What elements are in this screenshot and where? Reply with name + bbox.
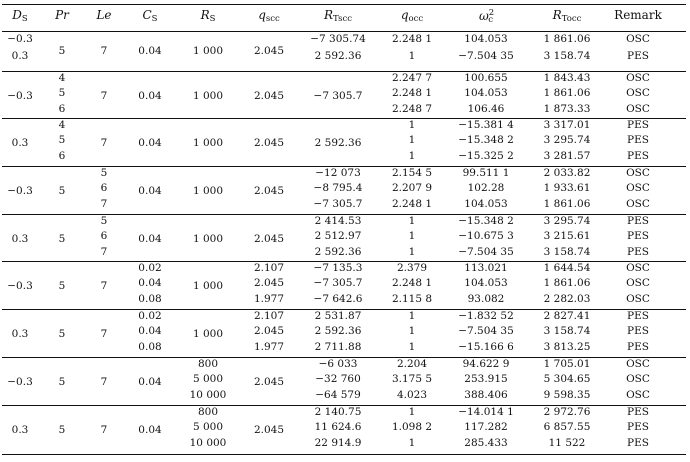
cell-cs: 0.02 [138,310,162,322]
cell-rtocc: 2 827.41 [543,310,591,322]
cell-cs: 0.04 [138,44,162,57]
cell-remark: OSC [626,292,650,305]
cell-qocc: 1 [408,436,416,449]
cell-qocc: 1 [408,310,416,322]
cell-remark: OSC [626,167,650,179]
cell-rtocc: 3 295.74 [543,134,591,147]
cell-le: 7 [100,245,108,258]
cell-rtscc: 2 592.36 [314,136,362,149]
cell-rtocc: 5 304.65 [543,373,591,386]
cell-rtocc: 1 843.43 [543,72,591,84]
cell-rtocc: 1 861.06 [543,33,591,45]
cell-cs: 0.04 [138,232,162,245]
cell-rtscc: −7 305.7 [313,197,363,210]
cell-pr: 5 [58,423,66,436]
cell-remark: PES [627,406,649,418]
cell-rtscc: 2 140.75 [314,406,362,418]
cell-ds: −0.3 [7,33,33,45]
cell-cs: 0.04 [138,89,162,102]
cell-rtocc: 11 522 [548,436,586,449]
bottom-rule [2,454,686,455]
cell-cs: 0.04 [138,375,162,388]
cell-pr: 5 [58,279,66,292]
cell-le: 6 [100,230,108,243]
cell-remark: PES [627,421,649,434]
cell-qscc: 2.045 [253,423,285,436]
cell-omega: 253.915 [464,373,508,386]
cell-rtscc: 2 711.88 [314,340,362,353]
cell-qocc: 2.115 8 [391,292,433,305]
cell-qocc: 2.204 [396,358,428,370]
cell-omega: −7.504 35 [458,245,514,258]
cell-rtocc: 3 295.74 [543,215,591,227]
cell-pr: 5 [58,232,66,245]
cell-pr: 5 [58,375,66,388]
cell-qocc: 1 [408,340,416,353]
cell-omega: 94.622 9 [462,358,510,370]
cell-ds: 0.3 [11,50,29,62]
cell-rs: 1 000 [192,184,224,197]
cell-omega: −15.166 6 [458,340,514,353]
cell-qocc: 4.023 [396,388,428,401]
cell-omega: −10.675 3 [458,230,514,243]
cell-ds: −0.3 [7,279,33,292]
cell-rtocc: 3 281.57 [543,149,591,162]
header-pr: Pr [55,8,69,22]
cell-pr: 4 [58,72,66,84]
cell-qscc: 2.045 [253,232,285,245]
cell-ds: −0.3 [7,89,33,102]
cell-rtocc: 1 644.54 [543,262,591,274]
header-rtscc: $R_{Tscc}$ [324,8,352,24]
cell-ds: 0.3 [11,136,29,149]
cell-remark: OSC [626,373,650,386]
cell-rtscc: 2 414.53 [314,215,362,227]
cell-rs: 1 000 [192,327,224,340]
cell-omega: −7.504 35 [458,50,514,62]
cell-qocc: 2.248 7 [391,102,433,115]
cell-pr: 6 [58,149,66,162]
cell-omega: 388.406 [464,388,508,401]
cell-rtocc: 3 813.25 [543,340,591,353]
cell-remark: OSC [626,182,650,195]
cell-rtscc: 11 624.6 [314,421,362,434]
cell-rtscc: −64 579 [315,388,361,401]
cell-remark: PES [627,310,649,322]
cell-omega: 100.655 [464,72,508,84]
cell-rs: 800 [197,358,219,370]
cell-qocc: 2.379 [396,262,428,274]
cell-ds: 0.3 [11,232,29,245]
cell-qscc: 2.045 [253,136,285,149]
cell-rs: 1 000 [192,89,224,102]
cell-le: 5 [100,167,108,179]
cell-rtocc: 3 215.61 [543,230,591,243]
cell-qocc: 2.247 7 [391,72,433,84]
cell-qscc: 2.045 [253,277,285,290]
cell-pr: 4 [58,119,66,131]
header-qocc: $q_{occ}$ [400,8,424,24]
cell-omega: −15.325 2 [458,149,514,162]
cell-rtscc: −7 305.74 [310,33,366,45]
cell-remark: PES [627,340,649,353]
cell-remark: OSC [626,262,650,274]
cell-qocc: 2.154 5 [391,167,433,179]
cell-omega: 106.46 [467,102,505,115]
cell-omega: 102.28 [467,182,505,195]
cell-ds: 0.3 [11,423,29,436]
cell-qocc: 2.248 1 [391,87,433,100]
cell-rtscc: −7 135.3 [313,262,363,274]
cell-cs: 0.04 [138,277,162,290]
cell-rtocc: 9 598.35 [543,388,591,401]
cell-remark: OSC [626,33,650,45]
cell-rtocc: 1 861.06 [543,277,591,290]
cell-pr: 5 [58,134,66,147]
cell-qscc: 2.045 [253,325,285,338]
cell-qscc: 2.107 [253,310,285,322]
cell-le: 7 [100,279,108,292]
cell-rtscc: −6 033 [318,358,358,370]
cell-omega: −7.504 35 [458,325,514,338]
cell-qocc: 2.248 1 [391,277,433,290]
cell-rtocc: 1 705.01 [543,358,591,370]
cell-rs: 800 [197,406,219,418]
cell-le: 6 [100,182,108,195]
header-qscc: $q_{scc}$ [258,8,280,24]
header-rule [2,31,686,32]
cell-rtocc: 1 861.06 [543,87,591,100]
cell-remark: PES [627,50,649,62]
cell-qocc: 1 [408,149,416,162]
cell-le: 5 [100,215,108,227]
cell-pr: 6 [58,102,66,115]
cell-qocc: 3.175 5 [391,373,433,386]
cell-cs: 0.04 [138,325,162,338]
cell-qocc: 2.248 1 [391,33,433,45]
cell-qscc: 2.107 [253,262,285,274]
cell-omega: 113.021 [464,262,508,274]
cell-le: 7 [100,423,108,436]
cell-remark: OSC [626,102,650,115]
cell-qocc: 1 [408,134,416,147]
cell-rtscc: −8 795.4 [313,182,363,195]
cell-ds: 0.3 [11,327,29,340]
cell-qocc: 2.248 1 [391,197,433,210]
cell-rtocc: 1 873.33 [543,102,591,115]
cell-le: 7 [100,197,108,210]
cell-cs: 0.08 [138,340,162,353]
cell-omega: 104.053 [464,197,508,210]
cell-rtscc: 2 592.36 [314,50,362,62]
cell-qocc: 1 [408,325,416,338]
cell-rs: 5 000 [192,373,224,386]
cell-omega: 99.511 1 [462,167,510,179]
cell-remark: PES [627,119,649,131]
cell-omega: 117.282 [464,421,508,434]
cell-le: 7 [100,89,108,102]
cell-omega: 104.053 [464,277,508,290]
cell-rtscc: −12 073 [315,167,361,179]
cell-rs: 10 000 [189,436,227,449]
cell-omega: −15.348 2 [458,134,514,147]
cell-qscc: 1.977 [253,292,285,305]
table-header [2,4,686,32]
cell-remark: OSC [626,388,650,401]
cell-rtocc: 3 317.01 [543,119,591,131]
cell-rtscc: −7 305.7 [313,89,363,102]
cell-rtscc: 2 512.97 [314,230,362,243]
cell-pr: 5 [58,44,66,57]
cell-remark: PES [627,215,649,227]
cell-rtocc: 1 861.06 [543,197,591,210]
header-rs: $R_S$ [200,8,216,24]
cell-cs: 0.04 [138,136,162,149]
cell-qocc: 1 [408,406,416,418]
cell-cs: 0.04 [138,184,162,197]
header-cs: $C_S$ [142,8,158,24]
cell-qscc: 1.977 [253,340,285,353]
cell-remark: OSC [626,87,650,100]
cell-remark: OSC [626,358,650,370]
cell-ds: −0.3 [7,184,33,197]
cell-le: 7 [100,136,108,149]
cell-remark: PES [627,149,649,162]
cell-qscc: 2.045 [253,44,285,57]
cell-qocc: 2.207 9 [391,182,433,195]
cell-remark: OSC [626,197,650,210]
cell-omega: −1.832 52 [458,310,514,322]
cell-ds: −0.3 [7,375,33,388]
cell-omega: 285.433 [464,436,508,449]
cell-cs: 0.02 [138,262,162,274]
cell-qscc: 2.045 [253,184,285,197]
cell-rs: 10 000 [189,388,227,401]
cell-rtscc: 2 531.87 [314,310,362,322]
cell-remark: PES [627,245,649,258]
cell-omega: −15.348 2 [458,215,514,227]
cell-qocc: 1 [408,215,416,227]
header-rtocc: $R_{Tocc}$ [552,8,582,24]
cell-rtocc: 3 158.74 [543,50,591,62]
cell-rtocc: 2 282.03 [543,292,591,305]
cell-rs: 1 000 [192,232,224,245]
cell-rtocc: 2 033.82 [543,167,591,179]
cell-rtocc: 3 158.74 [543,325,591,338]
cell-omega: 104.053 [464,87,508,100]
cell-omega: 104.053 [464,33,508,45]
cell-omega: −15.381 4 [458,119,514,131]
cell-rtscc: −7 305.7 [313,277,363,290]
cell-pr: 5 [58,87,66,100]
cell-cs: 0.08 [138,292,162,305]
cell-rtocc: 6 857.55 [543,421,591,434]
cell-qscc: 2.045 [253,375,285,388]
cell-rtocc: 3 158.74 [543,245,591,258]
cell-rtscc: 22 914.9 [314,436,362,449]
cell-rs: 1 000 [192,136,224,149]
cell-pr: 5 [58,327,66,340]
cell-remark: OSC [626,277,650,290]
cell-rs: 5 000 [192,421,224,434]
cell-omega: −14.014 1 [458,406,514,418]
cell-rtscc: 2 592.36 [314,325,362,338]
cell-qocc: 1.098 2 [391,421,433,434]
header-omega: $\omega^2_c$ [479,8,495,25]
cell-remark: OSC [626,72,650,84]
cell-qocc: 1 [408,50,416,62]
cell-omega: 93.082 [467,292,505,305]
cell-le: 7 [100,327,108,340]
cell-remark: PES [627,134,649,147]
cell-cs: 0.04 [138,423,162,436]
cell-rs: 1 000 [192,44,224,57]
cell-rtscc: −7 642.6 [313,292,363,305]
cell-le: 7 [100,375,108,388]
cell-remark: PES [627,325,649,338]
cell-rs: 1 000 [192,279,224,292]
cell-le: 7 [100,44,108,57]
cell-qscc: 2.045 [253,89,285,102]
cell-rtscc: 2 592.36 [314,245,362,258]
cell-rtscc: −32 760 [315,373,361,386]
cell-pr: 5 [58,184,66,197]
header-le: Le [96,8,112,22]
cell-qocc: 1 [408,119,416,131]
header-remark: Remark [614,8,662,22]
cell-qocc: 1 [408,245,416,258]
header-ds: $D_S$ [12,8,28,24]
cell-rtocc: 1 933.61 [543,182,591,195]
cell-remark: PES [627,230,649,243]
cell-qocc: 1 [408,230,416,243]
cell-rtocc: 2 972.76 [543,406,591,418]
cell-remark: PES [627,436,649,449]
